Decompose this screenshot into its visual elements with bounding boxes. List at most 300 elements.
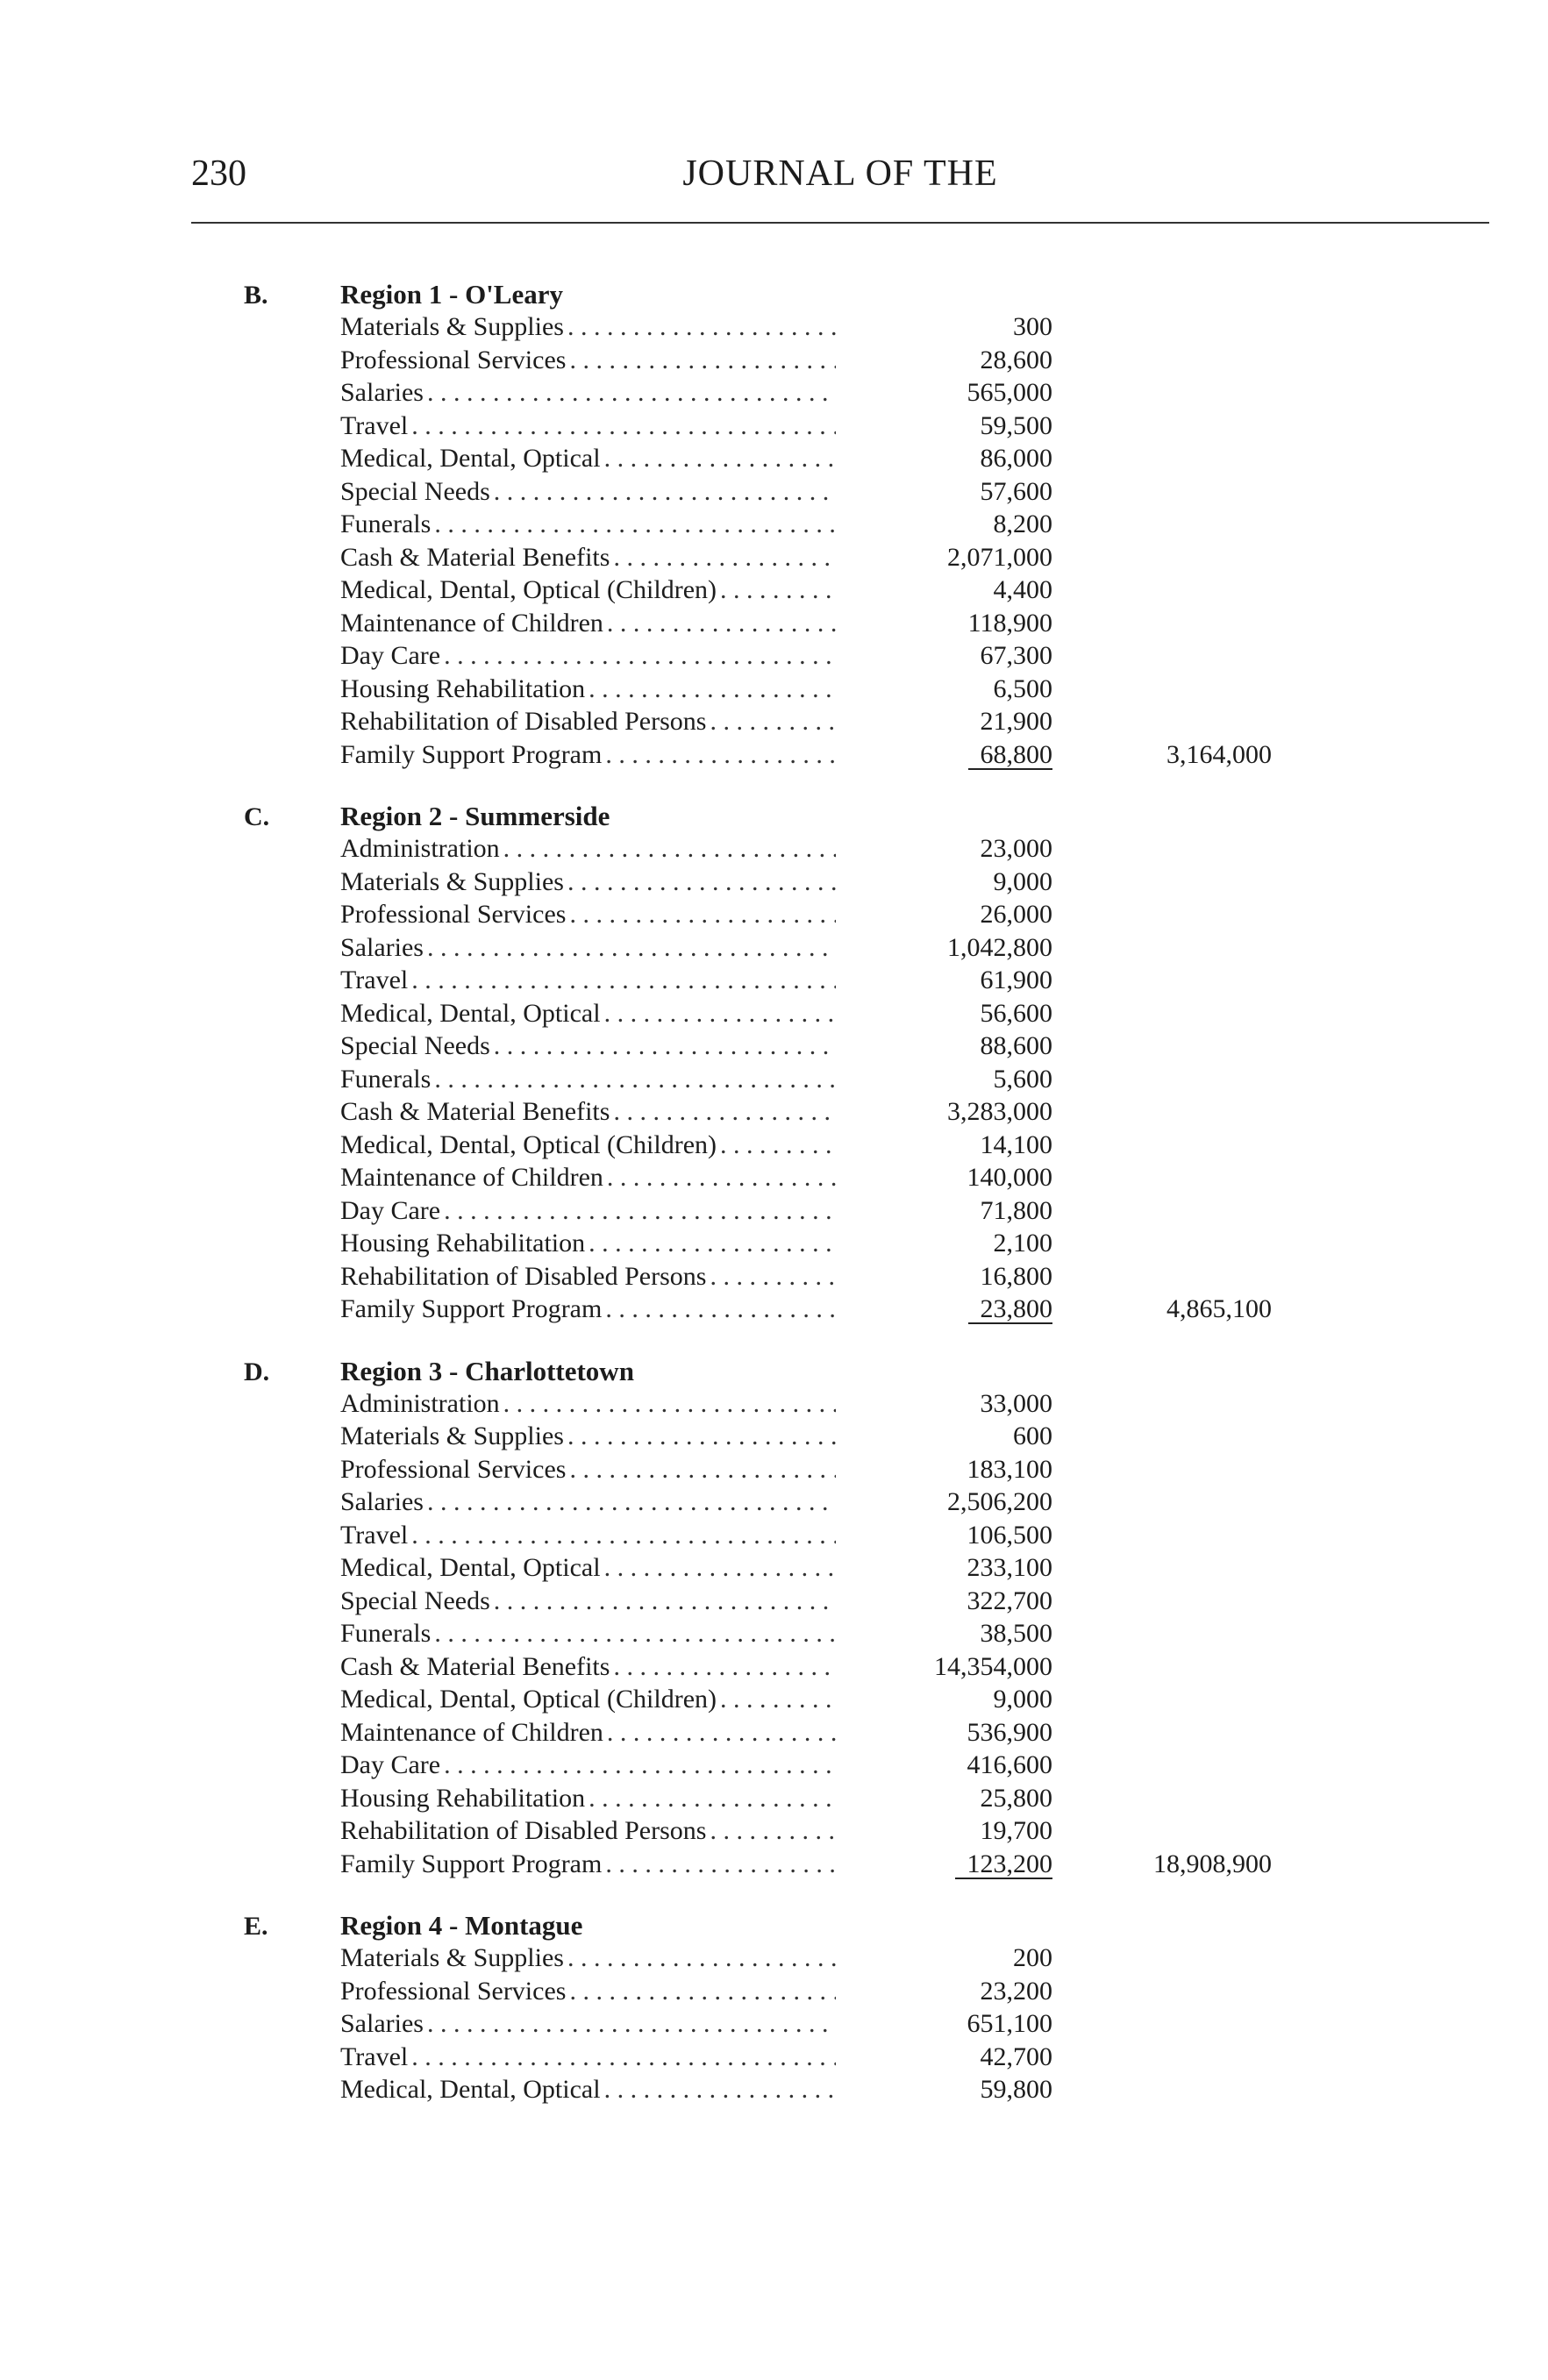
line-item-row [340, 707, 1384, 740]
line-item-row [340, 1031, 1384, 1065]
line-item-label [340, 1943, 836, 1973]
line-item-row [340, 1229, 1384, 1262]
line-item-row [340, 1487, 1384, 1521]
line-item-label-text: Rehabilitation of Disabled Persons [340, 1816, 707, 1845]
line-item-amount [836, 834, 1052, 864]
dot-leader [604, 2075, 836, 2105]
line-item-row [340, 1521, 1384, 1554]
line-item-amount-value: 59,500 [980, 410, 1052, 440]
dot-leader [434, 509, 836, 539]
line-item-amount-value: 61,900 [980, 966, 1052, 994]
line-item-amount [836, 1065, 1052, 1094]
line-item-amount [836, 1294, 1052, 1324]
line-item-row [340, 509, 1384, 543]
line-item-amount-value: 2,071,000 [947, 542, 1052, 572]
line-item-amount-value: 25,800 [980, 1783, 1052, 1813]
dot-leader [567, 312, 836, 342]
line-item-row [340, 609, 1384, 642]
line-item-label-text: Funerals [340, 1064, 432, 1094]
dot-leader [604, 999, 836, 1029]
line-item-amount [836, 1262, 1052, 1292]
line-item-label [340, 1750, 836, 1780]
dot-leader [411, 2042, 836, 2072]
section-title: Region 4 - Montague [340, 1910, 583, 1941]
dot-leader [427, 933, 836, 963]
dot-leader [589, 1229, 836, 1258]
line-item-amount-value: 118,900 [967, 608, 1052, 638]
line-item-label [340, 378, 836, 408]
line-item-amount [836, 444, 1052, 474]
line-item-label [340, 1130, 836, 1160]
line-item-label-text: Maintenance of Children [340, 1163, 603, 1192]
line-item-amount [836, 1196, 1052, 1226]
line-item-label-text: Medical, Dental, Optical (Children) [340, 1129, 717, 1159]
line-item-label [340, 1652, 836, 1682]
line-item-amount-value: 21,900 [980, 707, 1052, 736]
line-item-label-text: Materials & Supplies [340, 866, 564, 896]
line-item-label [340, 1196, 836, 1226]
dot-leader [613, 1652, 836, 1682]
section-heading [244, 279, 1384, 312]
line-item-label [340, 543, 836, 573]
line-item-amount-value: 140,000 [967, 1163, 1052, 1192]
line-item-label [340, 1586, 836, 1616]
line-item-label [340, 1389, 836, 1419]
line-item-label-text: Medical, Dental, Optical (Children) [340, 575, 717, 604]
line-item-label-text: Professional Services [340, 1976, 567, 2006]
line-item-amount-value: 57,600 [980, 476, 1052, 506]
dot-leader [444, 1196, 836, 1226]
line-item-row [340, 2009, 1384, 2042]
line-item-amount-value: 322,700 [967, 1585, 1052, 1615]
line-item-amount-value: 233,100 [967, 1553, 1052, 1582]
line-item-label-text: Salaries [340, 1487, 424, 1516]
line-item-label-text: Medical, Dental, Optical [340, 1553, 601, 1582]
line-items [340, 1389, 1384, 1883]
line-item-row [340, 1455, 1384, 1488]
line-item-label [340, 1553, 836, 1583]
line-item-row [340, 1389, 1384, 1422]
line-item-row [340, 1553, 1384, 1586]
section-heading [244, 1356, 1384, 1389]
line-item-label-text: Maintenance of Children [340, 1717, 603, 1747]
line-item-amount [836, 1422, 1052, 1451]
line-items [340, 1943, 1384, 2108]
line-item-label [340, 1487, 836, 1517]
line-items [340, 312, 1384, 773]
section-heading [244, 801, 1384, 834]
section-letter: E. [244, 1912, 268, 1941]
line-item-label-text: Housing Rehabilitation [340, 1783, 586, 1813]
line-item-row [340, 867, 1384, 901]
dot-leader [569, 1977, 836, 2006]
line-item-amount-value: 3,283,000 [947, 1097, 1052, 1126]
line-item-row [340, 933, 1384, 966]
line-item-amount [836, 867, 1052, 897]
line-item-label-text: Housing Rehabilitation [340, 673, 586, 703]
line-item-amount [836, 1163, 1052, 1193]
dot-leader [569, 346, 836, 375]
line-item-amount-value: 14,354,000 [934, 1651, 1052, 1681]
budget-content [244, 279, 1384, 2108]
line-item-amount-value: 106,500 [967, 1520, 1052, 1550]
line-item-amount-value: 6,500 [993, 673, 1052, 703]
line-item-amount-value: 416,600 [967, 1750, 1052, 1779]
line-item-row [340, 1130, 1384, 1164]
line-item-label [340, 2075, 836, 2105]
line-item-amount [836, 1553, 1052, 1583]
line-item-label-text: Family Support Program [340, 1294, 603, 1323]
line-item-row [340, 1163, 1384, 1196]
line-item-row [340, 2075, 1384, 2108]
dot-leader [710, 707, 836, 737]
line-item-amount-value: 28,600 [980, 345, 1052, 374]
line-item-row [340, 411, 1384, 445]
line-item-row [340, 2042, 1384, 2076]
line-item-label-text: Travel [340, 410, 409, 440]
line-item-amount [836, 1130, 1052, 1160]
line-item-amount [836, 477, 1052, 507]
line-item-row [340, 674, 1384, 708]
line-item-label [340, 1065, 836, 1094]
line-item-row [340, 1849, 1384, 1883]
line-item-label-text: Maintenance of Children [340, 608, 603, 638]
line-item-label [340, 346, 836, 375]
line-item-amount [836, 1685, 1052, 1714]
section-letter: C. [244, 802, 270, 831]
dot-leader [434, 1619, 836, 1649]
section-letter: D. [244, 1357, 270, 1386]
dot-leader [607, 1718, 836, 1748]
line-item-label-text: Travel [340, 966, 409, 994]
line-item-row [340, 1718, 1384, 1751]
line-item-row [340, 1619, 1384, 1652]
line-item-amount-value: 8,200 [993, 509, 1052, 538]
line-item-row [340, 641, 1384, 674]
dot-leader [444, 1750, 836, 1780]
line-item-label [340, 444, 836, 474]
line-item-amount-value: 71,800 [980, 1195, 1052, 1225]
line-item-label-text: Travel [340, 2042, 409, 2071]
line-item-row [340, 966, 1384, 999]
line-item-label [340, 1031, 836, 1061]
budget-section [244, 1910, 1384, 2108]
line-item-amount [836, 1487, 1052, 1517]
line-item-label [340, 966, 836, 995]
dot-leader [720, 1130, 836, 1160]
line-item-amount-value: 26,000 [980, 900, 1052, 929]
line-item-label [340, 1977, 836, 2006]
line-item-amount-value: 1,042,800 [947, 932, 1052, 962]
line-item-amount [836, 1031, 1052, 1061]
line-item-amount-value: 5,600 [993, 1064, 1052, 1094]
section-spacer [244, 1328, 1384, 1356]
line-item-label [340, 740, 836, 770]
line-item-amount [836, 1943, 1052, 1973]
line-item-amount-value: 23,200 [980, 1976, 1052, 2006]
line-item-amount [836, 1977, 1052, 2006]
line-item-amount [836, 2075, 1052, 2105]
line-item-amount [836, 1586, 1052, 1616]
line-item-row [340, 1262, 1384, 1295]
line-item-amount [836, 1849, 1052, 1879]
dot-leader [720, 575, 836, 605]
line-item-amount [836, 1750, 1052, 1780]
dot-leader [710, 1262, 836, 1292]
line-item-amount [836, 933, 1052, 963]
line-item-label-text: Day Care [340, 641, 441, 670]
line-item-label-text: Rehabilitation of Disabled Persons [340, 1261, 707, 1291]
line-item-amount-value: 23,000 [980, 834, 1052, 863]
line-item-amount-value: 33,000 [980, 1388, 1052, 1418]
line-item-label-text: Family Support Program [340, 739, 603, 769]
running-title: JOURNAL OF THE [682, 153, 998, 194]
line-item-label-text: Travel [340, 1520, 409, 1550]
line-item-amount [836, 346, 1052, 375]
dot-leader [567, 1943, 836, 1973]
line-item-amount-value: 651,100 [967, 2009, 1052, 2038]
line-item-amount-value: 200 [1013, 1943, 1052, 1972]
line-item-label-text: Professional Services [340, 1454, 567, 1484]
line-item-label-text: Funerals [340, 1619, 432, 1648]
dot-leader [444, 641, 836, 671]
line-item-label [340, 1685, 836, 1714]
line-item-label-text: Cash & Material Benefits [340, 542, 610, 572]
line-item-amount [836, 1521, 1052, 1550]
line-item-amount-value: 19,700 [980, 1816, 1052, 1845]
line-item-amount [836, 641, 1052, 671]
dot-leader [607, 609, 836, 638]
line-item-row [340, 346, 1384, 379]
dot-leader [494, 1031, 836, 1061]
dot-leader [605, 740, 836, 770]
budget-section [244, 801, 1384, 1328]
line-item-label [340, 2009, 836, 2039]
line-item-label [340, 674, 836, 704]
dot-leader [427, 1487, 836, 1517]
line-item-label [340, 1163, 836, 1193]
dot-leader [589, 674, 836, 704]
section-heading [244, 1910, 1384, 1943]
line-item-label-text: Special Needs [340, 1585, 490, 1615]
dot-leader [567, 1422, 836, 1451]
line-item-amount [836, 575, 1052, 605]
section-title: Region 3 - Charlottetown [340, 1355, 634, 1386]
line-item-row [340, 1294, 1384, 1328]
line-item-amount [836, 411, 1052, 441]
line-item-amount [836, 1389, 1052, 1419]
line-item-label [340, 411, 836, 441]
dot-leader [427, 378, 836, 408]
line-item-label-text: Day Care [340, 1195, 441, 1225]
dot-leader [503, 1389, 836, 1419]
dot-leader [605, 1294, 836, 1324]
dot-leader [710, 1816, 836, 1846]
dot-leader [605, 1849, 836, 1879]
line-item-label-text: Special Needs [340, 1031, 490, 1060]
line-item-amount-value: 14,100 [980, 1129, 1052, 1159]
line-item-label-text: Cash & Material Benefits [340, 1651, 610, 1681]
dot-leader [613, 543, 836, 573]
line-item-label [340, 1294, 836, 1324]
line-item-label-text: Medical, Dental, Optical [340, 2075, 601, 2104]
line-item-label [340, 1229, 836, 1258]
dot-leader [613, 1097, 836, 1127]
page-header [191, 147, 1489, 200]
line-item-amount-value: 9,000 [993, 866, 1052, 896]
line-item-amount-value: 67,300 [980, 641, 1052, 670]
section-total: 3,164,000 [1166, 739, 1272, 769]
line-item-label-text: Family Support Program [340, 1849, 603, 1878]
line-item-amount-value: 86,000 [980, 444, 1052, 473]
line-item-label-text: Materials & Supplies [340, 1943, 564, 1972]
line-item-amount [836, 966, 1052, 995]
line-item-label [340, 1422, 836, 1451]
line-item-label [340, 477, 836, 507]
line-item-label [340, 834, 836, 864]
section-title: Region 1 - O'Leary [340, 279, 563, 310]
line-item-label [340, 1784, 836, 1814]
dot-leader [569, 900, 836, 930]
line-item-label [340, 509, 836, 539]
line-item-amount-value: 16,800 [980, 1261, 1052, 1291]
line-item-label-text: Special Needs [340, 476, 490, 506]
line-item-amount [836, 2042, 1052, 2072]
page-number: 230 [191, 153, 246, 194]
line-item-row [340, 312, 1384, 346]
line-item-label-text: Materials & Supplies [340, 312, 564, 341]
section-title: Region 2 - Summerside [340, 801, 610, 831]
line-item-label [340, 900, 836, 930]
dot-leader [607, 1163, 836, 1193]
section-total: 18,908,900 [1153, 1849, 1272, 1878]
line-item-label [340, 933, 836, 963]
line-item-amount-value: 2,506,200 [947, 1487, 1052, 1516]
line-item-amount-value: 42,700 [980, 2042, 1052, 2071]
line-item-label [340, 1455, 836, 1485]
line-item-label-text: Salaries [340, 932, 424, 962]
line-item-amount [836, 674, 1052, 704]
line-item-amount [836, 2009, 1052, 2039]
line-item-label-text: Medical, Dental, Optical [340, 998, 601, 1028]
line-item-amount-value: 9,000 [993, 1685, 1052, 1714]
line-item-row [340, 1943, 1384, 1977]
line-item-amount-value: 23,800 [968, 1296, 1053, 1324]
line-item-label-text: Medical, Dental, Optical (Children) [340, 1685, 717, 1714]
line-item-amount [836, 900, 1052, 930]
dot-leader [411, 411, 836, 441]
line-item-row [340, 1784, 1384, 1817]
line-item-label [340, 999, 836, 1029]
line-item-row [340, 1422, 1384, 1455]
line-item-label [340, 575, 836, 605]
line-item-label [340, 867, 836, 897]
line-item-amount [836, 1229, 1052, 1258]
line-item-label-text: Administration [340, 1388, 500, 1418]
line-item-amount [836, 707, 1052, 737]
line-item-amount-value: 56,600 [980, 998, 1052, 1028]
section-spacer [244, 1882, 1384, 1910]
section-spacer [244, 773, 1384, 801]
line-item-row [340, 1816, 1384, 1849]
line-item-amount-value: 565,000 [967, 378, 1052, 407]
line-item-row [340, 444, 1384, 477]
line-item-label-text: Rehabilitation of Disabled Persons [340, 707, 707, 736]
line-item-row [340, 378, 1384, 411]
line-item-amount [836, 1619, 1052, 1649]
budget-section [244, 279, 1384, 773]
line-item-row [340, 900, 1384, 933]
line-item-label-text: Funerals [340, 509, 432, 538]
line-item-amount [836, 1097, 1052, 1127]
line-item-label-text: Professional Services [340, 900, 567, 929]
line-item-row [340, 834, 1384, 867]
line-item-amount [836, 1652, 1052, 1682]
line-item-label-text: Day Care [340, 1750, 441, 1779]
header-rule [191, 222, 1489, 224]
line-item-label [340, 1262, 836, 1292]
line-item-label-text: Salaries [340, 2009, 424, 2038]
dot-leader [567, 867, 836, 897]
line-item-row [340, 1750, 1384, 1784]
line-item-amount-value: 300 [1013, 312, 1052, 341]
line-item-label [340, 2042, 836, 2072]
line-item-amount [836, 1718, 1052, 1748]
line-item-amount [836, 740, 1052, 770]
dot-leader [411, 1521, 836, 1550]
dot-leader [427, 2009, 836, 2039]
line-item-label [340, 1619, 836, 1649]
dot-leader [503, 834, 836, 864]
line-item-label [340, 1849, 836, 1879]
line-item-amount-value: 183,100 [967, 1454, 1052, 1484]
line-items [340, 834, 1384, 1328]
line-item-row [340, 575, 1384, 609]
line-item-amount-value: 88,600 [980, 1031, 1052, 1060]
line-item-label [340, 312, 836, 342]
line-item-amount-value: 4,400 [993, 575, 1052, 604]
line-item-amount-value: 600 [1013, 1422, 1052, 1450]
line-item-row [340, 1685, 1384, 1718]
section-letter: B. [244, 281, 268, 310]
line-item-amount-value: 68,800 [968, 742, 1053, 770]
line-item-label [340, 641, 836, 671]
section-total: 4,865,100 [1166, 1294, 1272, 1323]
line-item-amount [836, 999, 1052, 1029]
line-item-row [340, 1097, 1384, 1130]
dot-leader [569, 1455, 836, 1485]
line-item-row [340, 1196, 1384, 1229]
dot-leader [604, 1553, 836, 1583]
line-item-label [340, 609, 836, 638]
line-item-amount [836, 509, 1052, 539]
line-item-amount [836, 312, 1052, 342]
line-item-label [340, 1097, 836, 1127]
line-item-label [340, 1816, 836, 1846]
dot-leader [494, 477, 836, 507]
line-item-label-text: Cash & Material Benefits [340, 1097, 610, 1126]
line-item-amount [836, 378, 1052, 408]
line-item-row [340, 1977, 1384, 2010]
line-item-label-text: Medical, Dental, Optical [340, 444, 601, 473]
line-item-amount-value: 38,500 [980, 1619, 1052, 1648]
line-item-amount [836, 1816, 1052, 1846]
line-item-label [340, 1718, 836, 1748]
line-item-amount-value: 59,800 [980, 2075, 1052, 2104]
line-item-row [340, 1586, 1384, 1620]
line-item-label-text: Materials & Supplies [340, 1422, 564, 1450]
dot-leader [494, 1586, 836, 1616]
